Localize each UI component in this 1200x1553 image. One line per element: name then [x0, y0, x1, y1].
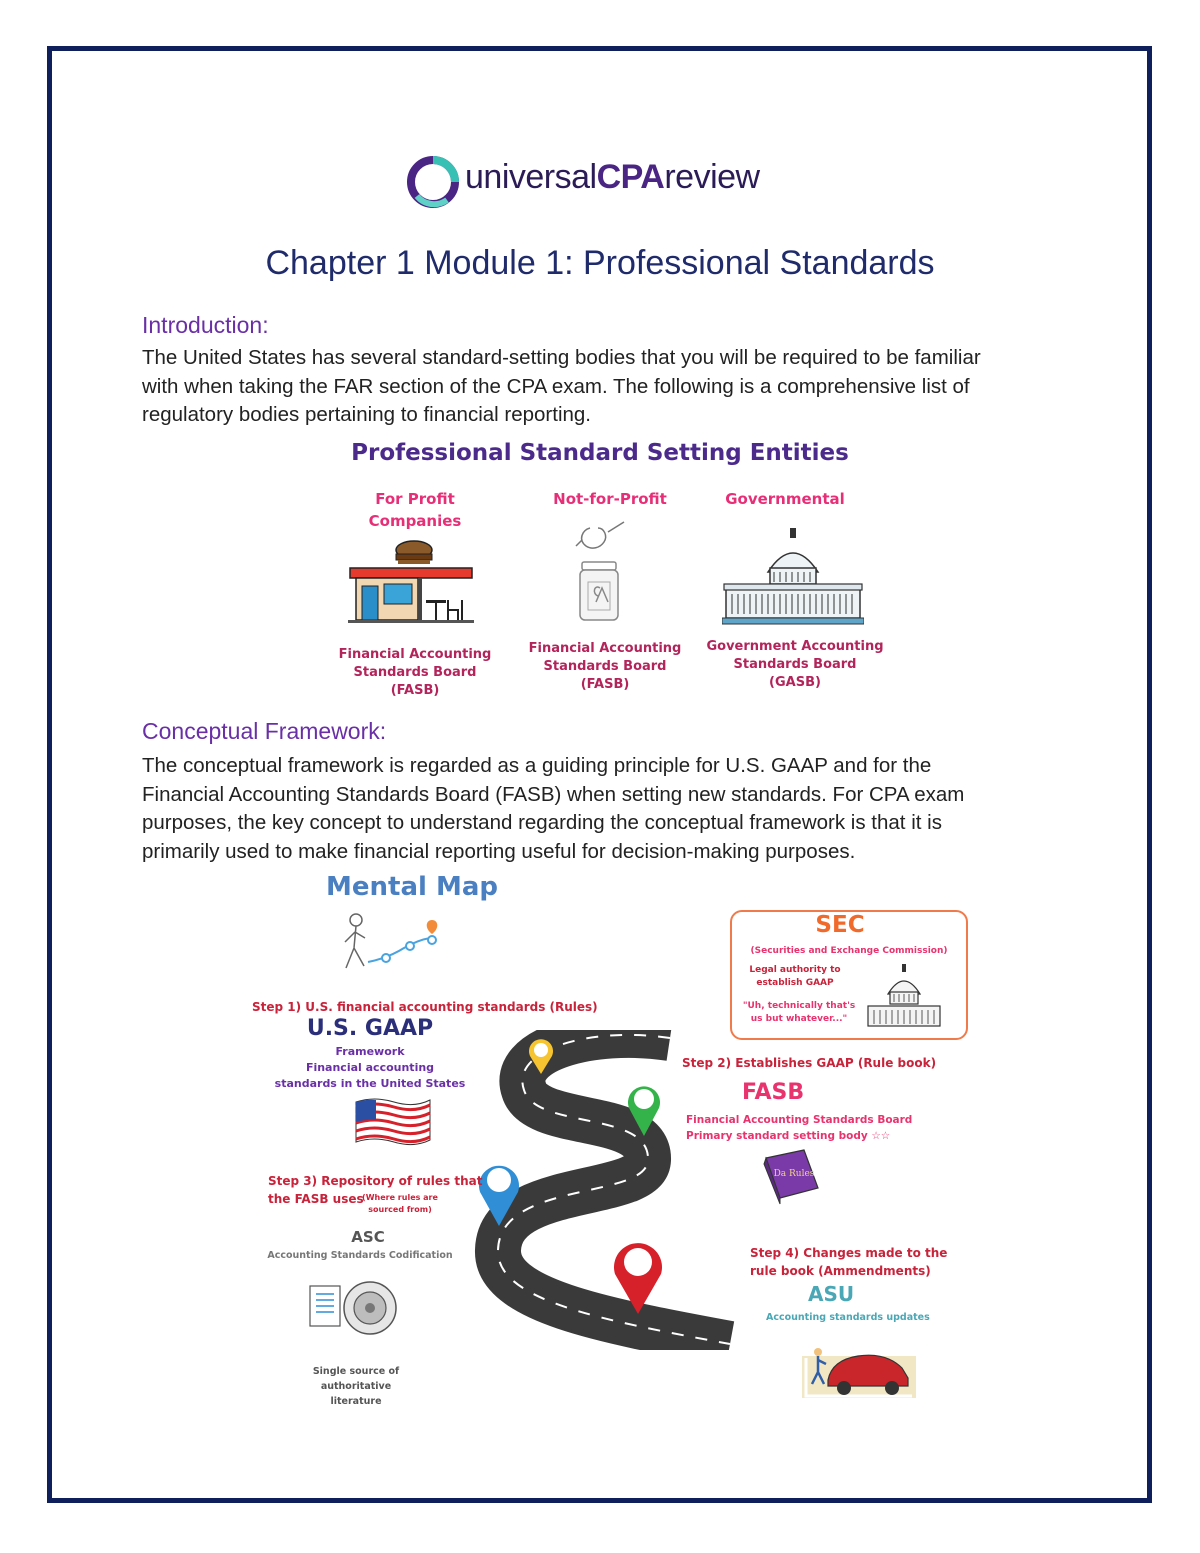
conceptual-framework-paragraph [142, 752, 964, 866]
step1-title: U.S. GAAP [306, 1016, 434, 1041]
donation-jar-icon [560, 518, 640, 626]
introduction-heading: Introduction: [142, 312, 269, 338]
conceptual-line: purposes, the key concept to understand regarding the conceptual framework is that it is [142, 811, 942, 834]
red-location-pin-icon [608, 1234, 668, 1316]
step3-subtitle: Accounting Standards Codification [267, 1250, 453, 1261]
step3-note: (Where rules are sourced from) [362, 1193, 438, 1214]
entity-board-fasb-for-profit: Financial Accounting Standards Board (FASB) [338, 647, 492, 698]
introduction-line: The United States has several standard-setting bodies that you will be required to be familiar [142, 346, 981, 369]
step3-title: ASC [351, 1228, 385, 1246]
green-location-pin-icon [624, 1080, 664, 1138]
universal-cpa-review-logo [403, 152, 803, 212]
step3-label: Step 3) Repository of rules that the FASB uses [268, 1174, 483, 1206]
restaurant-icon [348, 540, 474, 624]
sec-capitol-icon [866, 964, 942, 1030]
step2-title: FASB [742, 1080, 805, 1105]
logo-mark-icon [403, 152, 463, 212]
introduction-paragraph [142, 344, 981, 430]
conceptual-framework-heading: Conceptual Framework: [142, 718, 387, 744]
documents-vault-icon [306, 1280, 400, 1338]
step1-label: Step 1) U.S. financial accounting standards (Rules) [252, 1000, 598, 1014]
step4-label: Step 4) Changes made to the rule book (Ammendments) [750, 1246, 948, 1278]
sec-title: SEC [815, 912, 865, 938]
rule-book-title: Da Rules [773, 1169, 815, 1179]
introduction-line: with when taking the FAR section of the CPA exam. The following is a comprehensive list of [142, 374, 970, 398]
yellow-location-pin-icon [526, 1036, 556, 1076]
car-repair-icon [800, 1336, 918, 1400]
rule-book-icon [756, 1148, 820, 1206]
walking-person-path-icon [340, 912, 450, 976]
page-title: Chapter 1 Module 1: Professional Standards [265, 244, 935, 282]
introduction-line: regulatory bodies pertaining to financial reporting. [142, 403, 591, 426]
conceptual-line: The conceptual framework is regarded as a guiding principle for U.S. GAAP and for the [142, 754, 932, 777]
step3-caption: Single source of authoritative literature [312, 1366, 400, 1407]
entity-category-governmental: Governmental [725, 490, 845, 508]
step2-label: Step 2) Establishes GAAP (Rule book) [682, 1056, 937, 1070]
conceptual-line: primarily used to make financial reporting useful for decision-making purposes. [142, 839, 856, 863]
step4-subtitle: Accounting standards updates [766, 1312, 930, 1323]
sec-quote: "Uh, technically that's us but whatever..." [742, 1001, 856, 1024]
sec-description: Legal authority to establish GAAP [749, 965, 841, 988]
entity-board-fasb-not-for-profit: Financial Accounting Standards Board (FASB) [528, 641, 682, 692]
step2-description: Financial Accounting Standards Board Primary standard setting body ☆☆ [686, 1114, 913, 1142]
conceptual-line: Financial Accounting Standards Board (FASB) when setting new standards. For CPA exam [142, 782, 965, 806]
sec-subtitle: (Securities and Exchange Commission) [750, 946, 948, 956]
entities-heading: Professional Standard Setting Entities [351, 440, 849, 466]
entity-board-gasb: Government Accounting Standards Board (GASB) [706, 639, 884, 690]
us-flag-icon [354, 1096, 432, 1146]
mental-map-heading: Mental Map [326, 872, 498, 902]
step1-description: Framework Financial accounting standards in the United States [274, 1045, 466, 1090]
entity-category-not-for-profit: Not-for-Profit [553, 490, 667, 508]
capitol-building-icon [722, 528, 864, 626]
step4-title: ASU [808, 1282, 855, 1306]
logo-wordmark: universalCPAreview [465, 158, 760, 196]
entity-category-for-profit: For Profit Companies [368, 490, 462, 530]
